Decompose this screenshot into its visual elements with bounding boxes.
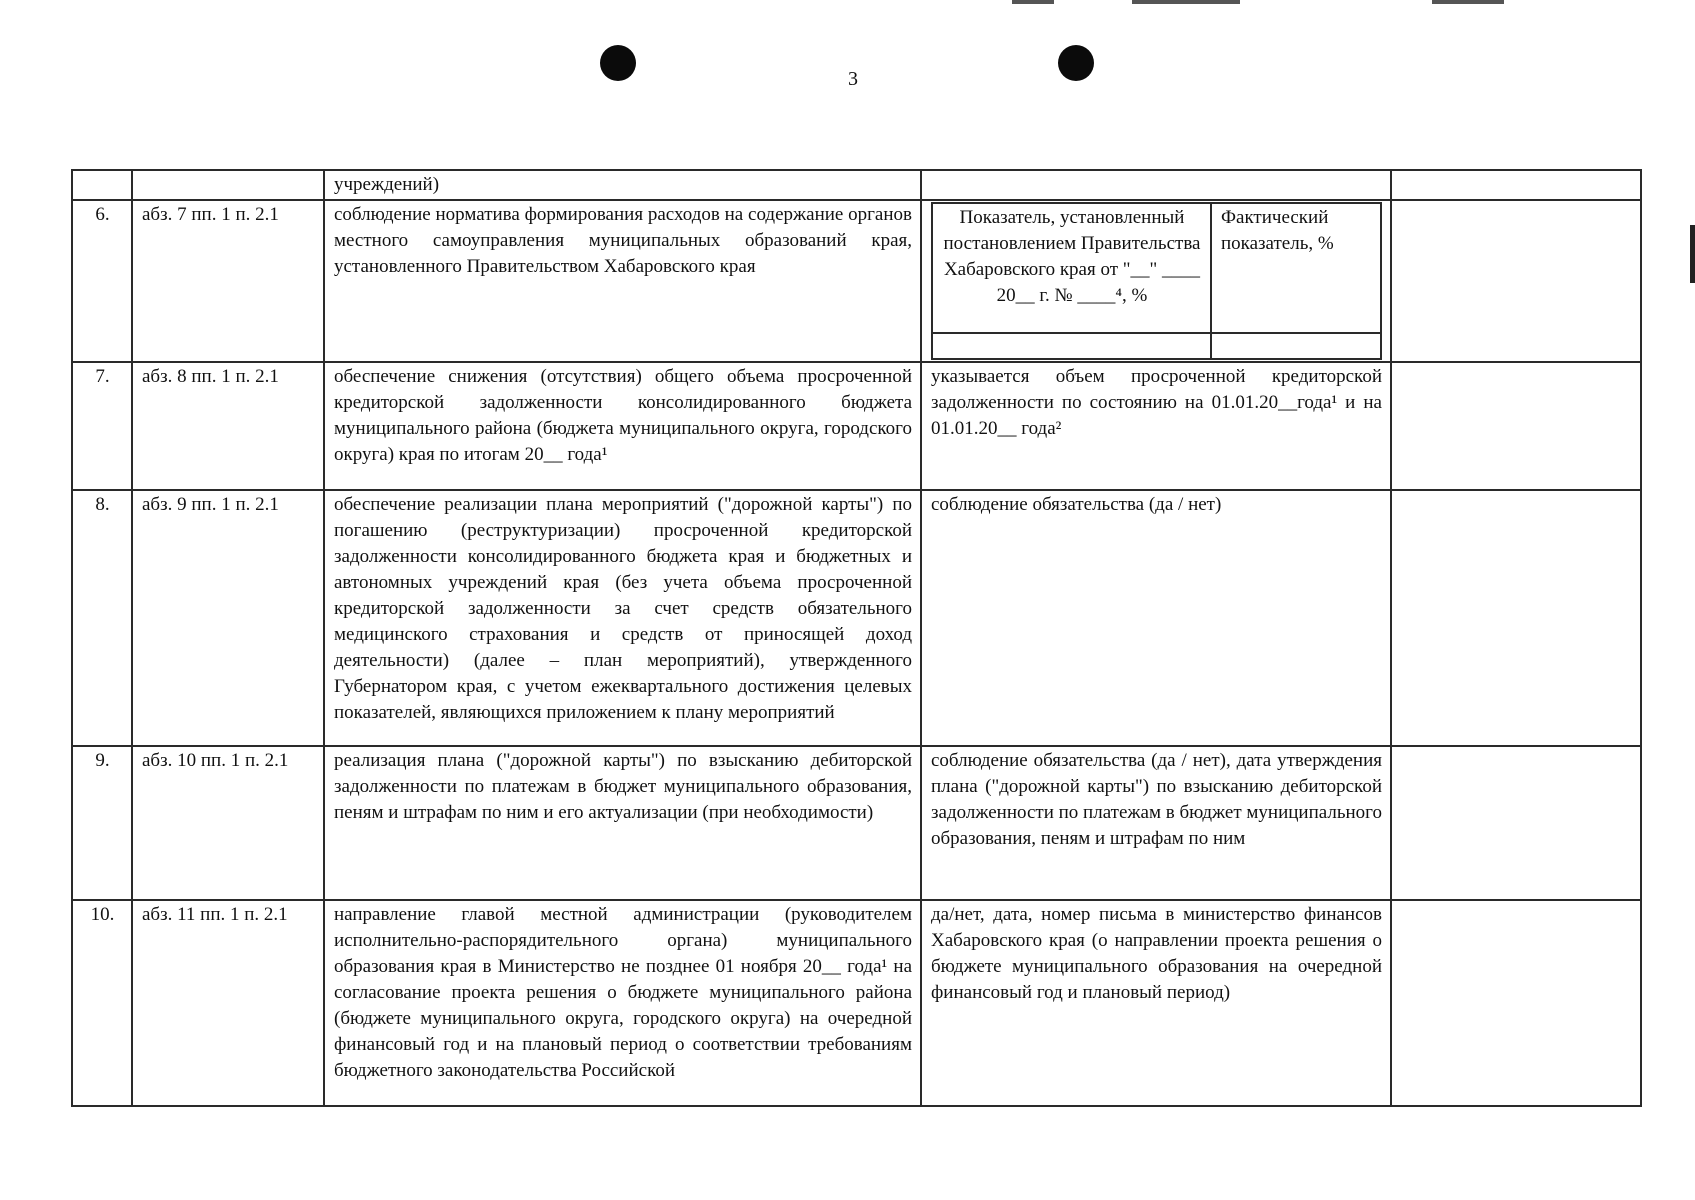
row-result bbox=[1391, 490, 1641, 746]
row-result bbox=[1391, 900, 1641, 1106]
scan-edge-mark bbox=[1690, 225, 1695, 283]
row-reference: абз. 10 пп. 1 п. 2.1 bbox=[132, 746, 324, 900]
row-indicator-split-cell bbox=[921, 200, 1391, 362]
table-row bbox=[72, 746, 1641, 900]
scan-artifact-top bbox=[1012, 0, 1054, 4]
row-indicator: соблюдение обязательства (да / нет) bbox=[921, 490, 1391, 746]
scan-artifact-top bbox=[1432, 0, 1504, 4]
row-description: учреждений) bbox=[324, 170, 921, 200]
row-number: 8. bbox=[72, 490, 132, 746]
table-row bbox=[72, 490, 1641, 746]
table-row-continuation bbox=[72, 170, 1641, 200]
row-indicator: соблюдение обязательства (да / нет), дата утверждения плана ("дорожной карты") по взысканию дебиторской задолженности по платежам в бюджет муниципального образования, пеням и штрафам по ним bbox=[921, 746, 1391, 900]
row-result-cell bbox=[1391, 170, 1641, 200]
indicator-subtable bbox=[931, 202, 1382, 360]
row-description: соблюдение норматива формирования расходов на содержание органов местного самоуправления муниципальных образований края, установленного Правительством Хабаровского края bbox=[324, 200, 921, 362]
row-reference: абз. 7 пп. 1 п. 2.1 bbox=[132, 200, 324, 362]
indicator-planned-value bbox=[932, 333, 1211, 359]
indicator-actual-value bbox=[1211, 333, 1381, 359]
row-reference: абз. 8 пп. 1 п. 2.1 bbox=[132, 362, 324, 490]
row-description: реализация плана ("дорожной карты") по взысканию дебиторской задолженности по платежам в бюджет муниципального образования, пеням и штрафам по ним и его актуализации (при необходимости) bbox=[324, 746, 921, 900]
row-indicator-cell bbox=[921, 170, 1391, 200]
row-description: обеспечение снижения (отсутствия) общего объема просроченной кредиторской задолженности консолидированного бюджета муниципального района (бюджета муниципального округа, городского округа) края по итогам 20__ года¹ bbox=[324, 362, 921, 490]
punch-hole-mark bbox=[600, 45, 636, 81]
row-number: 7. bbox=[72, 362, 132, 490]
row-result bbox=[1391, 200, 1641, 362]
row-description: обеспечение реализации плана мероприятий ("дорожной карты") по погашению (реструктуризации) просроченной кредиторской задолженности консолидированного бюджета края и бюджетных и автономных учреждений края (без учета объема просроченной кредиторской задолженности за счет средств обязательного медицинского страхования и средств от приносящей доход деятельности) (далее – план мероприятий), утвержденного Губернатором края, с учетом ежеквартального достижения целевых показателей, являющихся приложением к плану мероприятий bbox=[324, 490, 921, 746]
row-number: 9. bbox=[72, 746, 132, 900]
row-reference-cell bbox=[132, 170, 324, 200]
indicator-planned: Показатель, установленный постановлением Правительства Хабаровского края от "__" ____ 20__ г. № ____⁴, % bbox=[932, 203, 1211, 333]
row-reference: абз. 9 пп. 1 п. 2.1 bbox=[132, 490, 324, 746]
page-number: 3 bbox=[848, 68, 858, 90]
row-description: направление главой местной администрации (руководителем исполнительно-распорядительного органа) муниципального образования края в Министерство не позднее 01 ноября 20__ года¹ на согласование проекта решения о бюджете муниципального района (бюджете муниципального округа, городского округа) на очередной финансовый год и на плановый период о соответствии требованиям бюджетного законодательства Российской bbox=[324, 900, 921, 1106]
obligations-table bbox=[71, 169, 1642, 1107]
row-indicator: указывается объем просроченной кредиторской задолженности по состоянию на 01.01.20__года¹ и на 01.01.20__ года² bbox=[921, 362, 1391, 490]
scan-artifact-top bbox=[1132, 0, 1240, 4]
row-reference: абз. 11 пп. 1 п. 2.1 bbox=[132, 900, 324, 1106]
row-number: 10. bbox=[72, 900, 132, 1106]
table-row bbox=[72, 900, 1641, 1106]
row-number-cell bbox=[72, 170, 132, 200]
row-result bbox=[1391, 362, 1641, 490]
row-number: 6. bbox=[72, 200, 132, 362]
punch-hole-mark bbox=[1058, 45, 1094, 81]
row-result bbox=[1391, 746, 1641, 900]
indicator-actual: Фактический показатель, % bbox=[1211, 203, 1381, 333]
table-row bbox=[72, 200, 1641, 362]
table-row bbox=[72, 362, 1641, 490]
row-indicator: да/нет, дата, номер письма в министерство финансов Хабаровского края (о направлении проекта решения о бюджете муниципального образования на очередной финансовый год и плановый период) bbox=[921, 900, 1391, 1106]
